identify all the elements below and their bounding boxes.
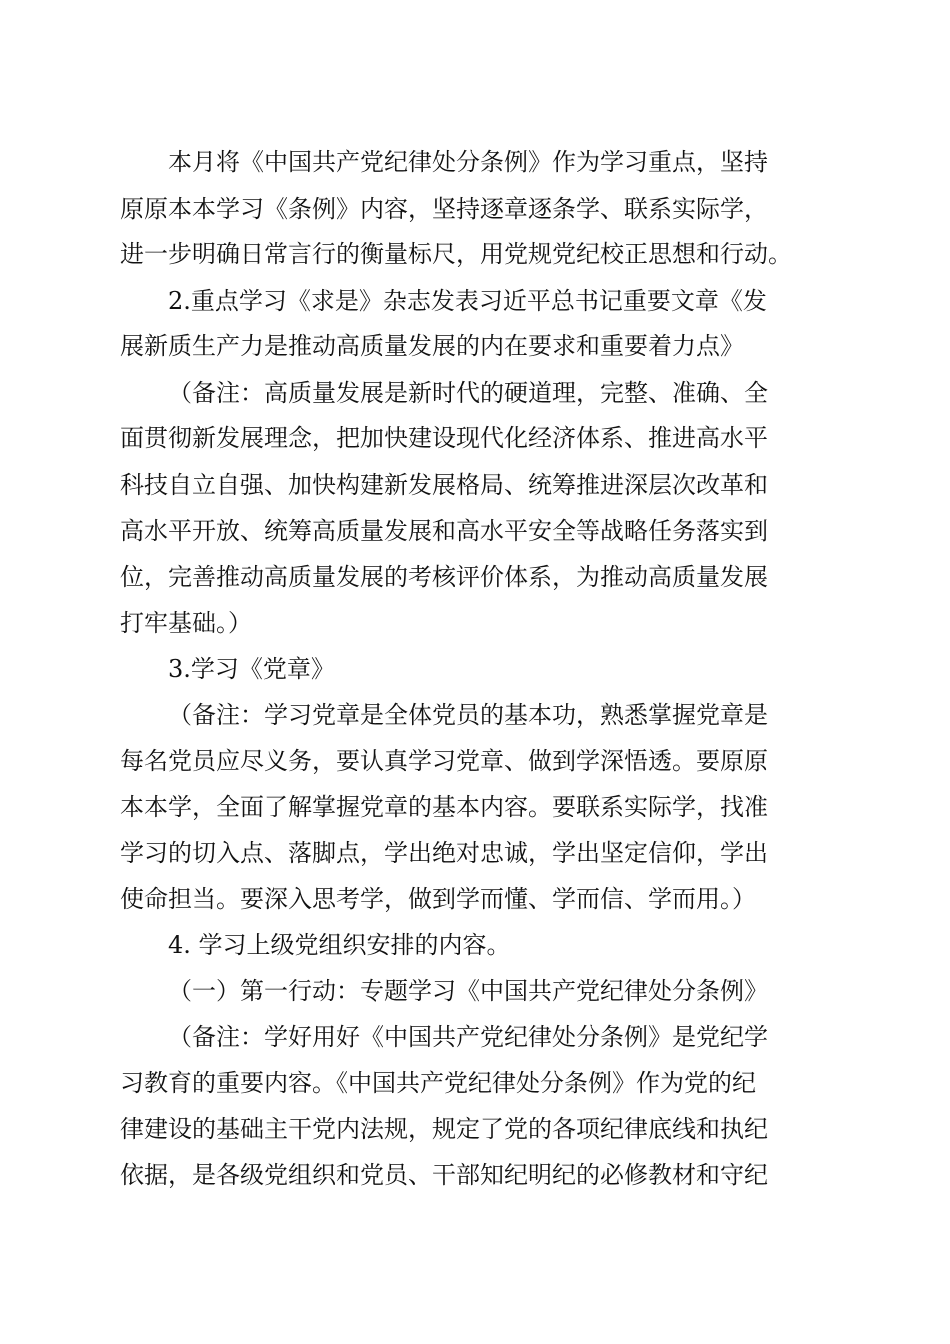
note-line	[0, 418, 950, 458]
line-text: 原原本本学习《条例》内容，坚持逐章逐条学、联系实际学，	[120, 195, 768, 223]
line-text: 学习的切入点、落脚点，学出绝对忠诚，学出坚定信仰，学出	[120, 839, 768, 867]
section-heading	[0, 971, 950, 1011]
note-line	[0, 465, 950, 505]
list-item-heading	[0, 281, 950, 321]
note-line	[0, 1109, 950, 1149]
paragraph-line	[0, 234, 950, 274]
line-text: 习教育的重要内容。《中国共产党纪律处分条例》作为党的纪	[120, 1069, 756, 1097]
line-text: 律建设的基础主干党内法规，规定了党的各项纪律底线和执纪	[120, 1115, 768, 1143]
line-text: 展新质生产力是推动高质量发展的内在要求和重要着力点》	[120, 332, 744, 360]
line-text: （一）第一行动：专题学习《中国共产党纪律处分条例》	[168, 977, 768, 1005]
line-text: 本月将《中国共产党纪律处分条例》作为学习重点，坚持	[168, 148, 768, 176]
paragraph-line	[0, 326, 950, 366]
line-text: （备注：学习党章是全体党员的基本功，熟悉掌握党章是	[168, 701, 768, 729]
list-item-heading	[0, 925, 950, 965]
paragraph-line	[0, 189, 950, 229]
note-line	[0, 695, 950, 735]
note-line	[0, 603, 950, 643]
line-text: 位，完善推动高质量发展的考核评价体系，为推动高质量发展	[120, 563, 768, 591]
line-text: 每名党员应尽义务，要认真学习党章、做到学深悟透。要原原	[120, 747, 768, 775]
line-text: 依据，是各级党组织和党员、干部知纪明纪的必修教材和守纪	[120, 1161, 768, 1189]
note-line	[0, 557, 950, 597]
line-text: 4. 学习上级党组织安排的内容。	[168, 931, 511, 959]
note-line	[0, 1017, 950, 1057]
line-text: 科技自立自强、加快构建新发展格局、统筹推进深层次改革和	[120, 471, 768, 499]
line-text: 进一步明确日常言行的衡量标尺，用党规党纪校正思想和行动。	[120, 240, 792, 268]
note-line	[0, 879, 950, 919]
note-line	[0, 373, 950, 413]
line-text: 高水平开放、统筹高质量发展和高水平安全等战略任务落实到	[120, 517, 768, 545]
line-text: 面贯彻新发展理念，把加快建设现代化经济体系、推进高水平	[120, 424, 768, 452]
note-line	[0, 741, 950, 781]
line-text: 本本学，全面了解掌握党章的基本内容。要联系实际学，找准	[120, 793, 768, 821]
line-text: 使命担当。要深入思考学，做到学而懂、学而信、学而用。）	[120, 885, 756, 913]
note-line	[0, 1063, 950, 1103]
line-text: （备注：高质量发展是新时代的硬道理，完整、准确、全	[168, 379, 768, 407]
note-line	[0, 511, 950, 551]
note-line	[0, 833, 950, 873]
paragraph-line	[0, 142, 950, 182]
line-text: 打牢基础。）	[120, 609, 252, 637]
line-text: 2.重点学习《求是》杂志发表习近平总书记重要文章《发	[168, 287, 767, 315]
line-text: 3.学习《党章》	[168, 655, 335, 683]
list-item-heading	[0, 649, 950, 689]
line-text: （备注：学好用好《中国共产党纪律处分条例》是党纪学	[168, 1023, 768, 1051]
note-line	[0, 1155, 950, 1195]
note-line	[0, 787, 950, 827]
